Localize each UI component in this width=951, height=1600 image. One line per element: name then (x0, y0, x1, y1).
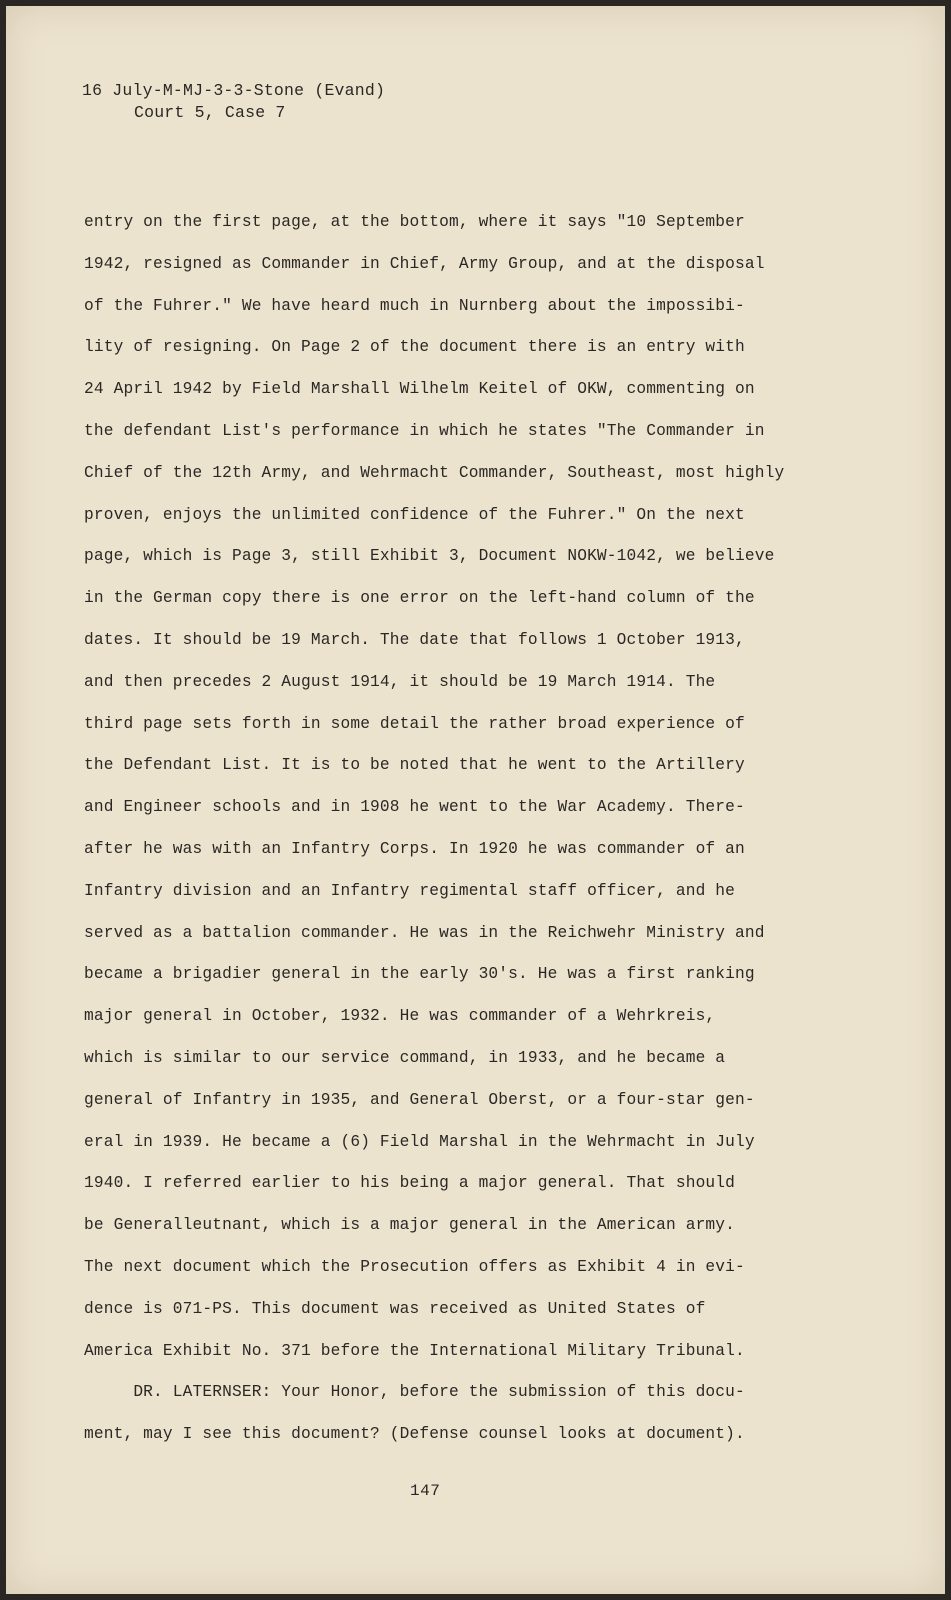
transcript-line: in the German copy there is one error on the left-hand column of the (84, 589, 755, 608)
transcript-line: the Defendant List. It is to be noted that he went to the Artillery (84, 756, 745, 775)
transcript-line: 1942, resigned as Commander in Chief, Army Group, and at the disposal (84, 254, 765, 273)
transcript-line: of the Fuhrer." We have heard much in Nurnberg about the impossibi- (84, 296, 745, 315)
transcript-line: general of Infantry in 1935, and General Oberst, or a four-star gen- (84, 1090, 755, 1109)
header-court-line: Court 5, Case 7 (134, 103, 286, 122)
transcript-line: after he was with an Infantry Corps. In 1920 he was commander of an (84, 839, 745, 858)
transcript-line: third page sets forth in some detail the rather broad experience of (84, 714, 745, 733)
transcript-line: major general in October, 1932. He was commander of a Wehrkreis, (84, 1007, 716, 1026)
transcript-line: 24 April 1942 by Field Marshall Wilhelm Keitel of OKW, commenting on (84, 380, 755, 399)
header-session-line: 16 July-M-MJ-3-3-Stone (Evand) (82, 81, 386, 100)
transcript-line: dates. It should be 19 March. The date that follows 1 October 1913, (84, 630, 745, 649)
document-header (82, 80, 385, 124)
transcript-line: which is similar to our service command, in 1933, and he became a (84, 1048, 726, 1067)
transcript-line: America Exhibit No. 371 before the International Military Tribunal. (84, 1341, 745, 1360)
transcript-line: and then precedes 2 August 1914, it should be 19 March 1914. The (84, 672, 716, 691)
transcript-line: the defendant List's performance in which he states "The Commander in (84, 421, 765, 440)
transcript-body (84, 202, 844, 1456)
transcript-line: eral in 1939. He became a (6) Field Marshal in the Wehrmacht in July (84, 1132, 755, 1151)
page-number: 147 (410, 1482, 441, 1500)
transcript-line: be Generalleutnant, which is a major general in the American army. (84, 1216, 736, 1235)
transcript-line: lity of resigning. On Page 2 of the document there is an entry with (84, 338, 745, 357)
transcript-line: ment, may I see this document? (Defense counsel looks at document). (84, 1425, 745, 1444)
transcript-line: became a brigadier general in the early 30's. He was a first ranking (84, 965, 755, 984)
transcript-line: The next document which the Prosecution offers as Exhibit 4 in evi- (84, 1257, 745, 1276)
transcript-line: Chief of the 12th Army, and Wehrmacht Commander, Southeast, most highly (84, 463, 785, 482)
transcript-line: 1940. I referred earlier to his being a major general. That should (84, 1174, 736, 1193)
transcript-line: entry on the first page, at the bottom, where it says "10 September (84, 213, 745, 231)
transcript-line: DR. LATERNSER: Your Honor, before the submission of this docu- (84, 1383, 745, 1402)
transcript-line: proven, enjoys the unlimited confidence of the Fuhrer." On the next (84, 505, 745, 524)
transcript-line: Infantry division and an Infantry regimental staff officer, and he (84, 881, 736, 900)
transcript-line: dence is 071-PS. This document was received as United States of (84, 1299, 706, 1318)
document-page (6, 6, 945, 1594)
transcript-line: page, which is Page 3, still Exhibit 3, Document NOKW-1042, we believe (84, 547, 775, 566)
transcript-line: served as a battalion commander. He was in the Reichwehr Ministry and (84, 923, 765, 942)
transcript-line: and Engineer schools and in 1908 he went to the War Academy. There- (84, 798, 745, 817)
